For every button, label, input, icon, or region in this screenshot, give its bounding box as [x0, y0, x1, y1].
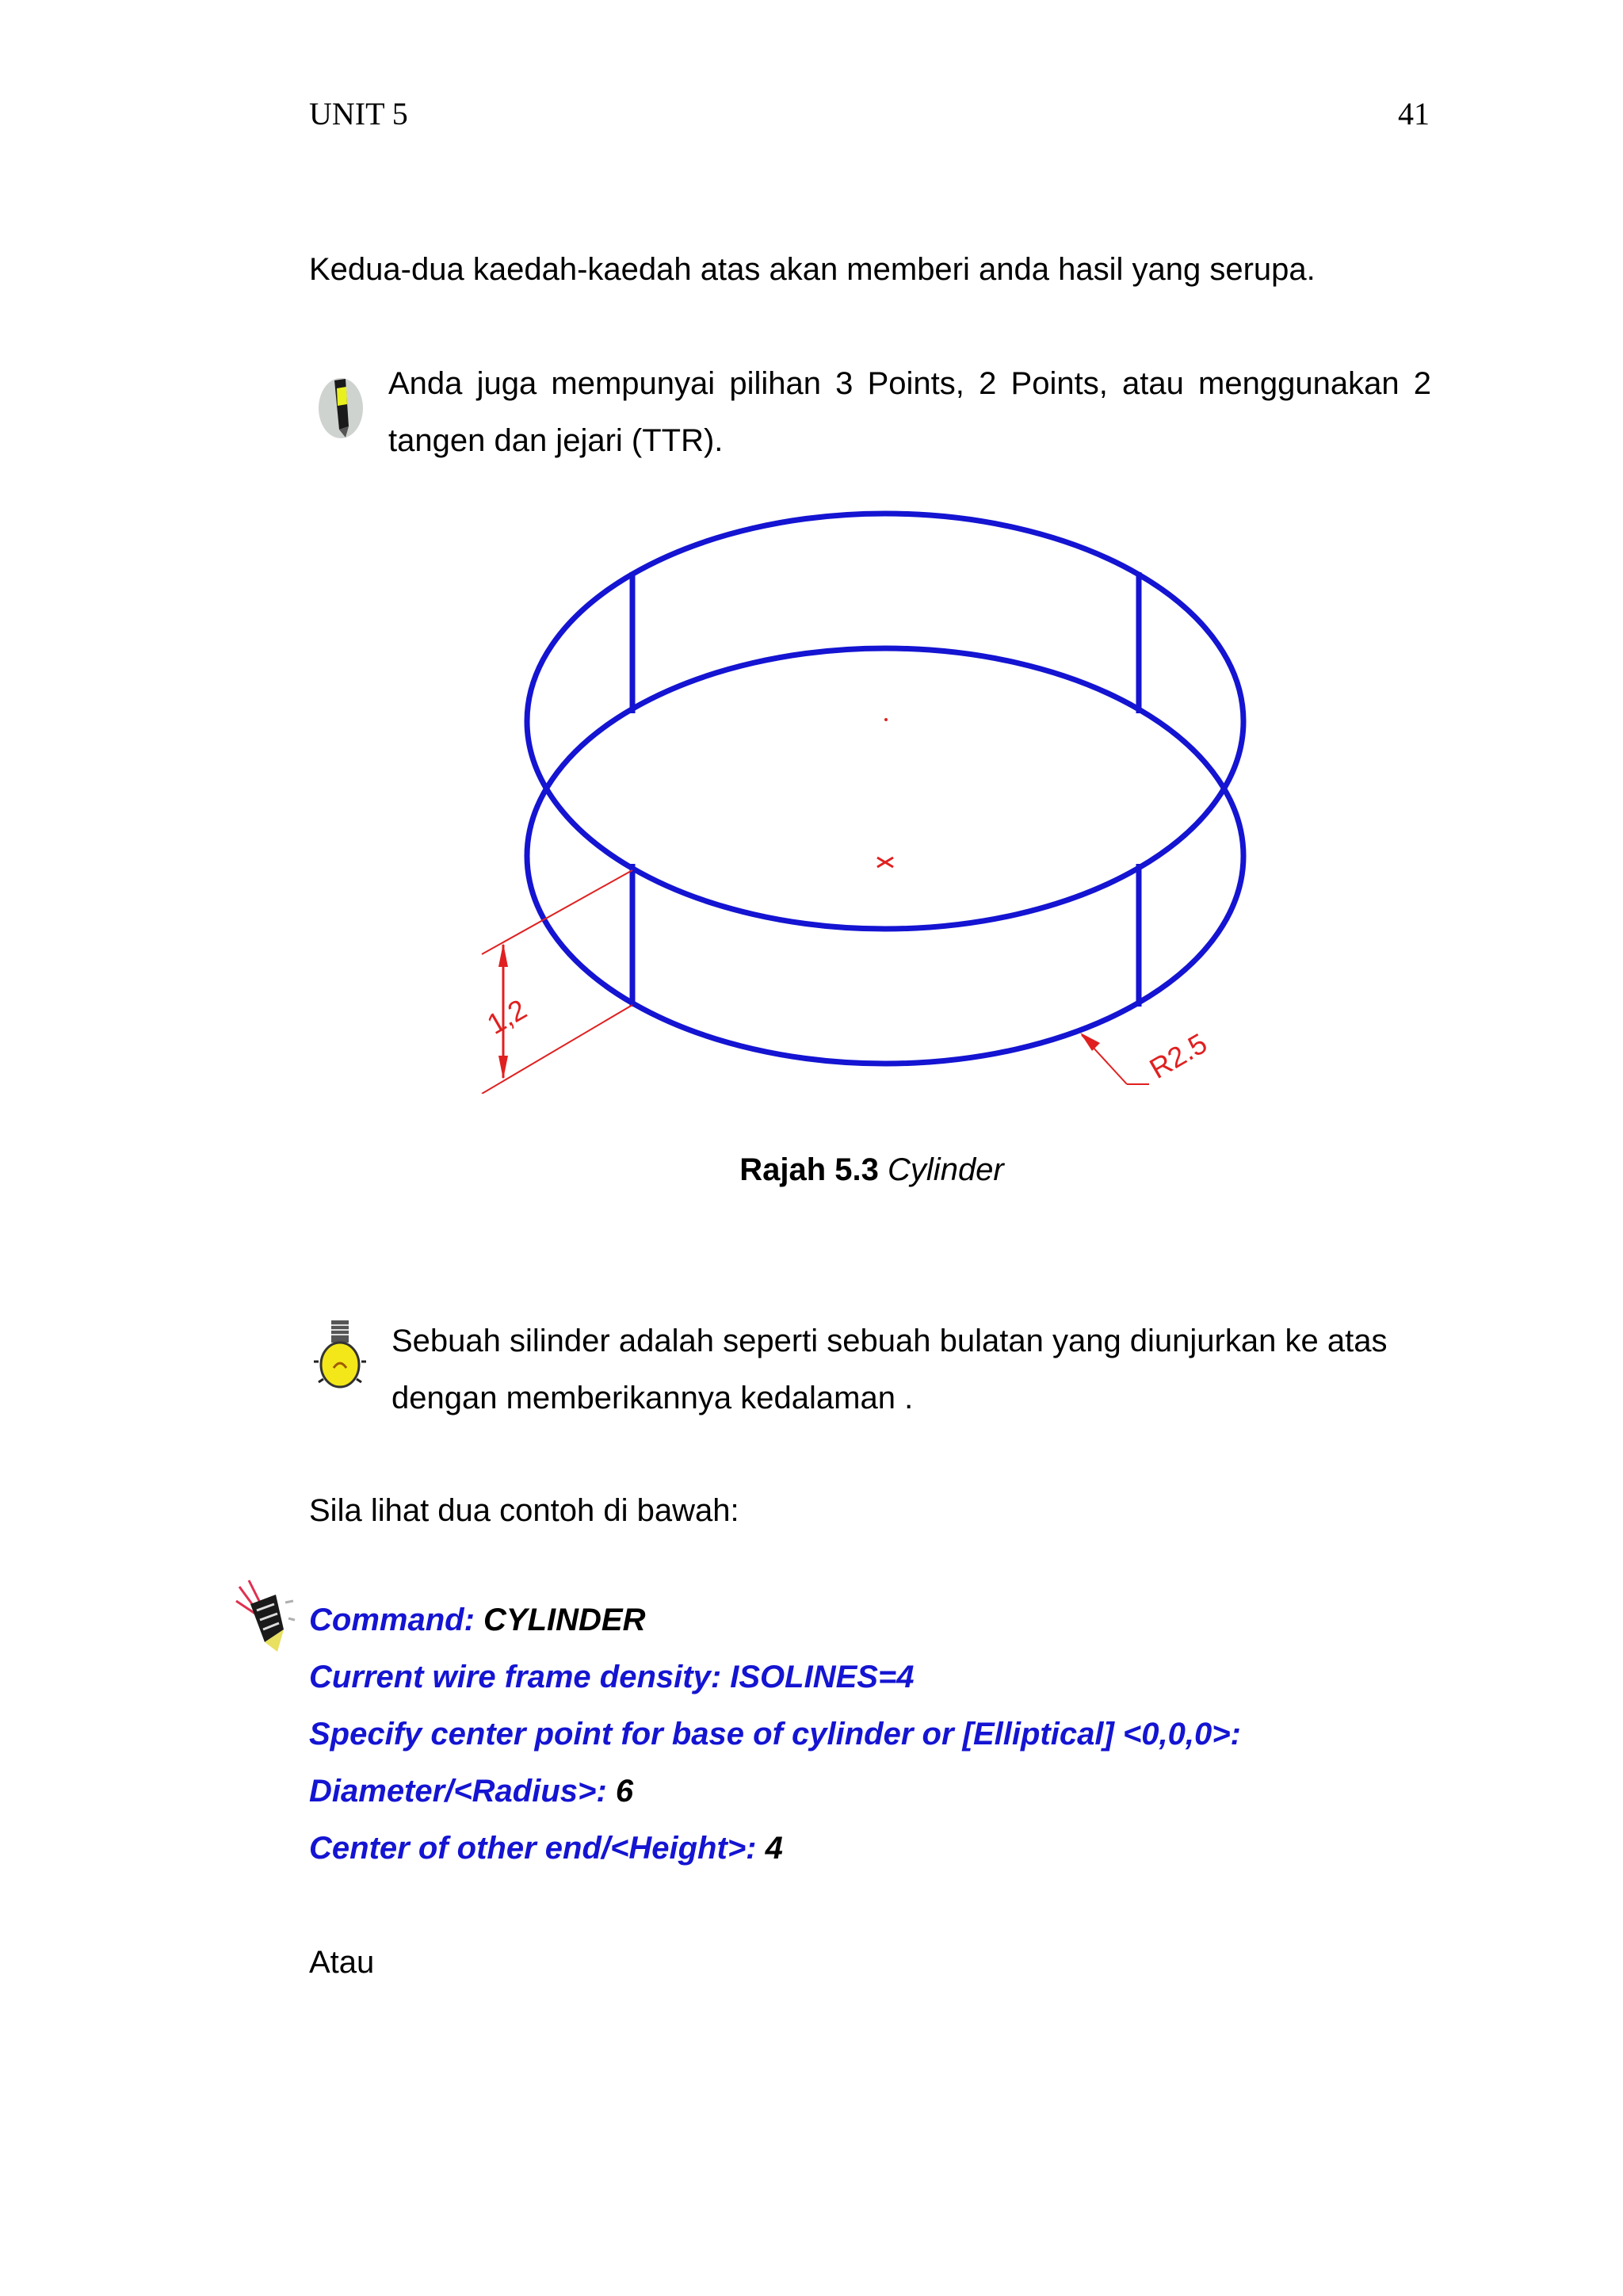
- caption-title: Cylinder: [888, 1152, 1004, 1187]
- dim-arrow-up: [498, 943, 508, 967]
- page-number: 41: [1398, 96, 1430, 132]
- command-line-3: Specify center point for base of cylinder or [Elliptical] <0,0,0>:: [309, 1717, 1241, 1752]
- pencil-icon: [233, 1579, 296, 1658]
- caption-label: Rajah 5.3: [739, 1152, 879, 1187]
- center-cross: [877, 858, 893, 867]
- dim-arrow-down: [498, 1056, 508, 1079]
- intro-paragraph: Kedua-dua kaedah-kaedah atas akan memberi anda hasil yang serupa.: [309, 252, 1316, 287]
- note-paragraph: Anda juga mempunyai pilihan 3 Points, 2 Points, atau menggunakan 2 tangen dan jejari (TTR).: [388, 366, 1431, 458]
- dim-height-label: 1,2: [481, 992, 533, 1041]
- command-line-4: Diameter/<Radius>: 6: [309, 1774, 634, 1809]
- or-text: Atau: [309, 1945, 375, 1980]
- pen-icon: [311, 365, 374, 444]
- tip-paragraph: Sebuah silinder adalah seperti sebuah bulatan yang diunjurkan ke atas dengan memberikannya kedalaman .: [391, 1324, 1388, 1415]
- unit-label: UNIT 5: [309, 96, 408, 132]
- command-line-5: Center of other end/<Height>: 4: [309, 1831, 783, 1866]
- command-line-2: Current wire frame density: ISOLINES=4: [309, 1660, 915, 1694]
- examples-intro: Sila lihat dua contoh di bawah:: [309, 1493, 739, 1528]
- figure-caption: [0, 1152, 1623, 1188]
- radius-arrow: [1080, 1033, 1100, 1051]
- command-line-1: Command: CYLINDER: [309, 1603, 646, 1637]
- center-dot: [884, 718, 888, 721]
- cylinder-figure: [460, 491, 1268, 1094]
- light-bulb-icon: [307, 1317, 371, 1396]
- dim-radius-label: R2.5: [1144, 1026, 1212, 1085]
